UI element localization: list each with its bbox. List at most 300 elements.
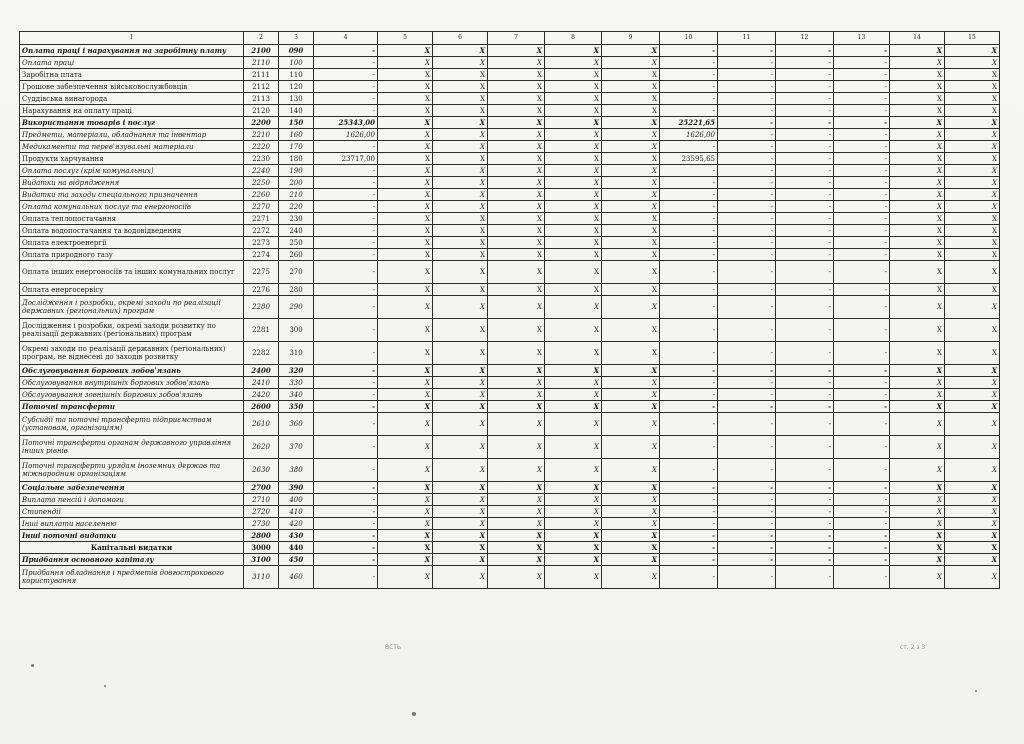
table-row [20,165,1000,177]
value-cell: - [834,436,890,459]
value-cell: X [545,177,602,189]
value-cell: - [660,284,718,296]
value-cell: - [660,213,718,225]
table-row [20,141,1000,153]
value-cell: - [660,566,718,589]
table-row [20,506,1000,518]
value-cell: X [488,506,545,518]
value-cell: X [890,201,945,213]
value-cell: - [776,129,834,141]
value-cell: X [545,225,602,237]
table-row [20,201,1000,213]
value-cell: - [660,377,718,389]
table-row [20,129,1000,141]
column-number: 1 [20,32,244,45]
value-cell: X [488,45,545,57]
value-cell: - [776,506,834,518]
row-code-cell: 340 [279,389,314,401]
value-cell: X [890,153,945,165]
value-cell: X [890,117,945,129]
row-code-cell: 110 [279,69,314,81]
value-cell: X [602,81,660,93]
row-label: Заробітна плата [20,69,244,81]
value-cell: - [314,296,378,319]
value-cell: X [890,494,945,506]
value-cell: - [660,261,718,284]
expenditure-table [19,31,1000,589]
value-cell: X [545,45,602,57]
value-cell: X [378,81,433,93]
table-row [20,296,1000,319]
value-cell: X [433,81,488,93]
value-cell: - [834,129,890,141]
value-cell: X [890,401,945,413]
kekv-code-cell: 2800 [244,530,279,542]
value-cell: - [314,261,378,284]
value-cell: X [545,261,602,284]
value-cell: X [488,494,545,506]
value-cell: - [834,165,890,177]
value-cell: - [834,189,890,201]
kekv-code-cell: 2110 [244,57,279,69]
value-cell: - [776,57,834,69]
value-cell: 1626,00 [314,129,378,141]
value-cell: X [545,413,602,436]
value-cell: - [834,141,890,153]
value-cell: X [945,436,1000,459]
value-cell: - [776,377,834,389]
value-cell: X [945,284,1000,296]
value-cell: - [776,237,834,249]
value-cell: - [776,165,834,177]
table-row [20,389,1000,401]
column-number: 11 [718,32,776,45]
value-cell: X [378,482,433,494]
table-row [20,542,1000,554]
value-cell: X [602,165,660,177]
value-cell: - [718,542,776,554]
kekv-code-cell: 3110 [244,566,279,589]
value-cell: - [834,284,890,296]
value-cell: X [488,377,545,389]
kekv-code-cell: 2111 [244,69,279,81]
value-cell: - [718,566,776,589]
value-cell: X [433,319,488,342]
value-cell: X [602,57,660,69]
kekv-code-cell: 2276 [244,284,279,296]
value-cell: X [488,542,545,554]
scan-speck [31,664,34,667]
row-label: Поточні трансферти органам державного управління інших рівнів [20,436,244,459]
value-cell: X [890,342,945,365]
value-cell: X [602,153,660,165]
value-cell: - [834,518,890,530]
row-code-cell: 120 [279,81,314,93]
row-label: Стипендії [20,506,244,518]
row-code-cell: 090 [279,45,314,57]
value-cell: X [488,261,545,284]
value-cell: X [488,530,545,542]
row-code-cell: 260 [279,249,314,261]
value-cell: X [545,189,602,201]
value-cell: X [602,319,660,342]
value-cell: - [776,542,834,554]
value-cell: - [718,296,776,319]
value-cell: X [545,213,602,225]
row-label: Нарахування на оплату праці [20,105,244,117]
value-cell: X [433,518,488,530]
value-cell: X [945,129,1000,141]
kekv-code-cell: 2620 [244,436,279,459]
value-cell: X [488,342,545,365]
value-cell: - [314,81,378,93]
value-cell: X [945,93,1000,105]
value-cell: - [660,296,718,319]
value-cell: X [890,165,945,177]
value-cell: - [834,389,890,401]
value-cell: - [660,518,718,530]
value-cell: - [660,57,718,69]
row-code-cell: 240 [279,225,314,237]
table-row [20,413,1000,436]
column-number: 6 [433,32,488,45]
value-cell: - [718,225,776,237]
value-cell: X [433,129,488,141]
value-cell: - [776,45,834,57]
kekv-code-cell: 2610 [244,413,279,436]
value-cell: X [488,518,545,530]
value-cell: X [945,459,1000,482]
value-cell: X [945,141,1000,153]
row-code-cell: 360 [279,413,314,436]
value-cell: - [314,365,378,377]
value-cell: X [433,377,488,389]
table-body [20,32,1000,589]
row-label: Інші виплати населенню [20,518,244,530]
value-cell: - [314,342,378,365]
value-cell: X [945,506,1000,518]
value-cell: - [718,389,776,401]
value-cell: - [660,177,718,189]
value-cell: - [834,319,890,342]
row-code-cell: 140 [279,105,314,117]
value-cell: - [314,389,378,401]
row-code-cell: 330 [279,377,314,389]
value-cell: X [488,165,545,177]
value-cell: X [488,129,545,141]
kekv-code-cell: 2240 [244,165,279,177]
value-cell: X [945,530,1000,542]
value-cell: - [660,319,718,342]
value-cell: - [660,554,718,566]
row-label: Видатки та заходи спеціального призначення [20,189,244,201]
row-label: Оплата природного газу [20,249,244,261]
row-label: Оплата послуг (крім комунальних) [20,165,244,177]
value-cell: X [602,177,660,189]
row-label: Субсидії та поточні трансферти підприємствам (установам, організаціям) [20,413,244,436]
value-cell: - [314,177,378,189]
value-cell: X [378,105,433,117]
column-number: 12 [776,32,834,45]
value-cell: X [433,69,488,81]
value-cell: X [945,57,1000,69]
row-code-cell: 410 [279,506,314,518]
kekv-code-cell: 2120 [244,105,279,117]
row-code-cell: 160 [279,129,314,141]
column-number-row [20,32,1000,45]
value-cell: - [834,237,890,249]
table-row [20,401,1000,413]
row-code-cell: 190 [279,165,314,177]
row-code-cell: 390 [279,482,314,494]
value-cell: - [718,81,776,93]
row-code-cell: 420 [279,518,314,530]
footer-page-note: ст. 2 з 3 [900,644,926,651]
value-cell: X [378,201,433,213]
row-code-cell: 210 [279,189,314,201]
value-cell: - [314,494,378,506]
value-cell: X [602,377,660,389]
value-cell: X [488,213,545,225]
value-cell: - [314,45,378,57]
value-cell: - [718,201,776,213]
value-cell: - [314,93,378,105]
value-cell: - [718,105,776,117]
row-label: Медикаменти та перев'язувальні матеріали [20,141,244,153]
value-cell: X [378,117,433,129]
value-cell: - [660,201,718,213]
value-cell: - [718,261,776,284]
value-cell: - [718,377,776,389]
value-cell: X [378,566,433,589]
value-cell: X [545,93,602,105]
value-cell: - [660,105,718,117]
value-cell: - [776,413,834,436]
value-cell: X [945,105,1000,117]
value-cell: X [488,401,545,413]
value-cell: - [718,365,776,377]
table-row [20,566,1000,589]
value-cell: - [718,141,776,153]
kekv-code-cell: 2270 [244,201,279,213]
value-cell: X [378,189,433,201]
table-row [20,377,1000,389]
value-cell: - [314,566,378,589]
kekv-code-cell: 3000 [244,542,279,554]
row-label: Окремі заходи по реалізації державних (регіональних) програм, не віднесені до заходів розвитку [20,342,244,365]
value-cell: - [718,342,776,365]
value-cell: X [890,482,945,494]
value-cell: - [776,93,834,105]
value-cell: - [776,319,834,342]
value-cell: X [602,201,660,213]
value-cell: X [433,249,488,261]
value-cell: - [834,81,890,93]
kekv-code-cell: 2282 [244,342,279,365]
value-cell: - [718,93,776,105]
row-code-cell: 170 [279,141,314,153]
value-cell: X [945,542,1000,554]
value-cell: X [945,237,1000,249]
value-cell: - [834,530,890,542]
value-cell: X [488,69,545,81]
value-cell: X [602,225,660,237]
value-cell: X [378,319,433,342]
value-cell: X [945,342,1000,365]
value-cell: X [433,401,488,413]
row-label: Грошове забезпечення військовослужбовців [20,81,244,93]
table-row [20,261,1000,284]
value-cell: - [776,69,834,81]
row-code-cell: 300 [279,319,314,342]
row-code-cell: 180 [279,153,314,165]
value-cell: X [602,93,660,105]
row-label: Видатки на відрядження [20,177,244,189]
value-cell: X [602,296,660,319]
column-number: 3 [279,32,314,45]
value-cell: X [433,93,488,105]
table-row [20,237,1000,249]
value-cell: X [433,413,488,436]
value-cell: X [378,377,433,389]
value-cell: - [660,459,718,482]
table-row [20,518,1000,530]
value-cell: X [602,436,660,459]
value-cell: - [776,261,834,284]
row-code-cell: 280 [279,284,314,296]
value-cell: - [776,459,834,482]
table-row [20,319,1000,342]
value-cell: X [433,342,488,365]
value-cell: X [602,105,660,117]
row-label: Предмети, матеріали, обладнання та інвентар [20,129,244,141]
value-cell: X [488,284,545,296]
row-label: Оплата водопостачання та водовідведення [20,225,244,237]
value-cell: X [945,413,1000,436]
value-cell: X [602,249,660,261]
value-cell: X [488,225,545,237]
value-cell: X [378,69,433,81]
value-cell: X [488,296,545,319]
row-label: Оплата енергосервісу [20,284,244,296]
value-cell: X [433,57,488,69]
value-cell: X [890,518,945,530]
value-cell: - [314,213,378,225]
value-cell: X [890,506,945,518]
value-cell: X [488,177,545,189]
value-cell: - [660,530,718,542]
value-cell: X [890,225,945,237]
value-cell: X [378,506,433,518]
row-code-cell: 220 [279,201,314,213]
value-cell: - [834,117,890,129]
value-cell: X [890,129,945,141]
value-cell: X [433,189,488,201]
value-cell: X [378,413,433,436]
value-cell: X [488,117,545,129]
value-cell: X [545,554,602,566]
table-row [20,153,1000,165]
value-cell: - [776,401,834,413]
value-cell: 25343,00 [314,117,378,129]
value-cell: - [776,177,834,189]
value-cell: X [488,319,545,342]
kekv-code-cell: 2720 [244,506,279,518]
value-cell: - [660,401,718,413]
value-cell: X [488,389,545,401]
row-label: Використання товарів і послуг [20,117,244,129]
value-cell: X [890,413,945,436]
row-code-cell: 400 [279,494,314,506]
value-cell: - [776,153,834,165]
value-cell: X [945,201,1000,213]
value-cell: - [660,342,718,365]
value-cell: X [945,518,1000,530]
value-cell: X [945,319,1000,342]
value-cell: - [660,436,718,459]
table-row [20,57,1000,69]
value-cell: X [545,141,602,153]
row-label: Дослідження і розробки, окремі заходи розвитку по реалізації державних (регіональних) програм [20,319,244,342]
kekv-code-cell: 2280 [244,296,279,319]
row-label: Оплата праці [20,57,244,69]
value-cell: - [834,69,890,81]
value-cell: - [314,459,378,482]
value-cell: X [488,249,545,261]
value-cell: X [433,482,488,494]
value-cell: X [945,165,1000,177]
value-cell: X [545,237,602,249]
value-cell: - [834,365,890,377]
row-label: Суддівська винагорода [20,93,244,105]
value-cell: - [776,530,834,542]
value-cell: - [314,319,378,342]
value-cell: - [776,566,834,589]
value-cell: X [890,141,945,153]
value-cell: - [776,518,834,530]
value-cell: - [834,153,890,165]
value-cell: X [545,57,602,69]
value-cell: X [378,401,433,413]
table-row [20,365,1000,377]
value-cell: X [890,436,945,459]
value-cell: X [378,93,433,105]
value-cell: X [433,365,488,377]
value-cell: - [314,413,378,436]
kekv-code-cell: 2275 [244,261,279,284]
value-cell: - [776,342,834,365]
value-cell: - [834,225,890,237]
value-cell: X [378,365,433,377]
kekv-code-cell: 2200 [244,117,279,129]
value-cell: X [378,494,433,506]
value-cell: X [890,542,945,554]
value-cell: X [545,165,602,177]
value-cell: X [545,389,602,401]
value-cell: X [890,81,945,93]
row-code-cell: 270 [279,261,314,284]
value-cell: X [545,81,602,93]
value-cell: - [834,249,890,261]
value-cell: X [890,296,945,319]
value-cell: X [488,93,545,105]
kekv-code-cell: 2410 [244,377,279,389]
row-label: Продукти харчування [20,153,244,165]
value-cell: X [433,389,488,401]
value-cell: X [378,153,433,165]
value-cell: - [776,81,834,93]
value-cell: - [776,249,834,261]
